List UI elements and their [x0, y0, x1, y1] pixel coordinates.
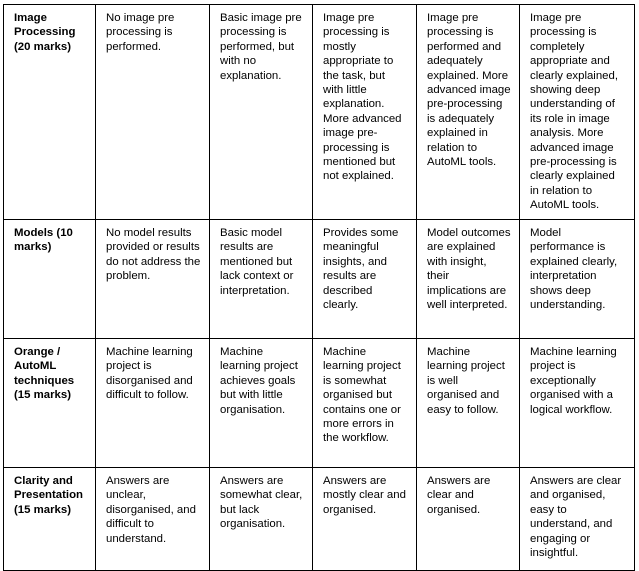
level-cell-5: Model performance is explained clearly, interpretation shows deep understanding.: [520, 220, 635, 339]
rubric-row-image-processing: [4, 5, 635, 220]
level-cell-3: Image pre processing is mostly appropriate to the task, but with little explanation. More advanced image pre-processing is mentioned but not explained.: [313, 5, 417, 220]
rubric-row-models: [4, 220, 635, 339]
level-cell-5: Machine learning project is exceptionally organised with a logical workflow.: [520, 339, 635, 468]
level-cell-3: Provides some meaningful insights, and results are described clearly.: [313, 220, 417, 339]
level-cell-4: Image pre processing is performed and adequately explained. More advanced image pre-processing is adequately explained in relation to AutoML tools.: [417, 5, 520, 220]
criterion-cell: Models (10 marks): [4, 220, 96, 339]
rubric-table: [3, 4, 635, 571]
level-cell-1: Answers are unclear, disorganised, and difficult to understand.: [96, 468, 210, 571]
level-cell-4: Machine learning project is well organised and easy to follow.: [417, 339, 520, 468]
rubric-row-clarity: [4, 468, 635, 571]
level-cell-4: Model outcomes are explained with insight, their implications are well interpreted.: [417, 220, 520, 339]
level-cell-2: Answers are somewhat clear, but lack organisation.: [210, 468, 313, 571]
level-cell-2: Machine learning project achieves goals but with little organisation.: [210, 339, 313, 468]
level-cell-4: Answers are clear and organised.: [417, 468, 520, 571]
criterion-cell: Clarity and Presentation (15 marks): [4, 468, 96, 571]
criterion-cell: Image Processing (20 marks): [4, 5, 96, 220]
level-cell-2: Basic image pre processing is performed, but with no explanation.: [210, 5, 313, 220]
level-cell-5: Answers are clear and organised, easy to understand, and engaging or insightful.: [520, 468, 635, 571]
rubric-row-orange-automl: [4, 339, 635, 468]
level-cell-1: No image pre processing is performed.: [96, 5, 210, 220]
level-cell-3: Answers are mostly clear and organised.: [313, 468, 417, 571]
level-cell-1: No model results provided or results do not address the problem.: [96, 220, 210, 339]
criterion-cell: Orange / AutoML techniques (15 marks): [4, 339, 96, 468]
level-cell-3: Machine learning project is somewhat organised but contains one or more errors in the workflow.: [313, 339, 417, 468]
level-cell-5: Image pre processing is completely appropriate and clearly explained, showing deep understanding of its role in image analysis. More advanced image pre-processing is clearly explained in relation to AutoML tools.: [520, 5, 635, 220]
level-cell-1: Machine learning project is disorganised and difficult to follow.: [96, 339, 210, 468]
level-cell-2: Basic model results are mentioned but lack context or interpretation.: [210, 220, 313, 339]
